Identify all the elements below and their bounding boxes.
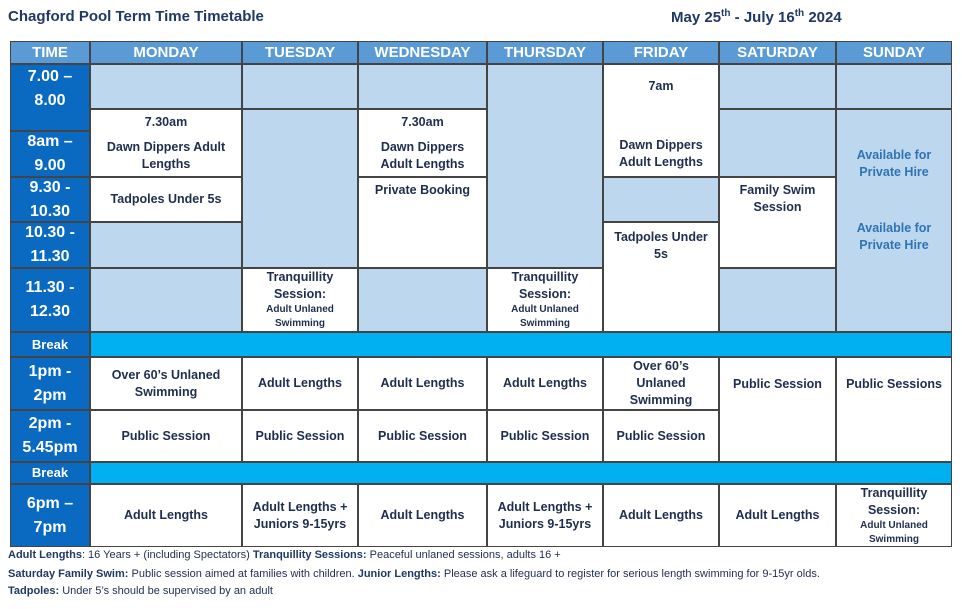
session-cell: Public Session — [242, 410, 358, 462]
time-label: 7pm — [33, 518, 67, 536]
session-detail: Adult Unlaned Swimming — [266, 304, 334, 329]
session-cell — [358, 109, 487, 177]
session-cell: Private Booking — [358, 177, 487, 268]
page-title: Chagford Pool Term Time Timetable — [8, 8, 264, 25]
header-wednesday: WEDNESDAY — [358, 41, 487, 64]
time-label: 8am – — [27, 133, 73, 150]
time-label: 2pm - — [28, 415, 72, 432]
empty-slot — [242, 109, 358, 268]
time-label: 9.00 — [34, 157, 66, 174]
header-time: TIME — [10, 41, 90, 64]
session-name: Available for Private Hire — [856, 221, 932, 252]
session-cell — [242, 268, 358, 332]
time-slot — [10, 268, 90, 332]
empty-slot — [836, 64, 952, 109]
time-label: 9.30 - — [29, 178, 71, 196]
session-name: Tranquillity Session: — [860, 485, 928, 517]
private-hire-cell — [836, 109, 952, 332]
session-cell — [487, 268, 603, 332]
note-text: Peaceful unlaned sessions, adults 16 + — [366, 549, 561, 561]
time-label: 6pm – — [26, 494, 74, 512]
empty-slot — [90, 64, 242, 109]
note-line — [8, 568, 820, 580]
empty-slot — [242, 64, 358, 109]
time-label: 2pm — [33, 386, 67, 404]
note-term: Tranquillity Sessions: — [252, 549, 367, 561]
time-label: 12.30 — [29, 303, 71, 320]
session-name: Dawn Dippers Adult Lengths — [106, 140, 226, 171]
session-cell: Public Session — [719, 357, 836, 462]
empty-slot — [90, 222, 242, 268]
header-saturday: SATURDAY — [719, 41, 836, 64]
session-time: 7.30am — [401, 115, 444, 129]
time-slot — [10, 357, 90, 410]
session-cell: Adult Lengths — [358, 484, 487, 547]
time-label: 7.00 – — [27, 68, 73, 85]
date-end: - July 16 — [730, 9, 795, 26]
session-name: Tadpoles Under 5s — [614, 230, 708, 261]
empty-slot — [358, 268, 487, 332]
session-name: Tranquillity Session: — [511, 270, 579, 301]
time-slot — [10, 131, 90, 177]
note-text: Public session aimed at families with children. — [128, 568, 358, 580]
time-label: 10.30 - — [25, 224, 75, 241]
empty-slot — [719, 268, 836, 332]
session-cell: Adult Lengths — [603, 484, 719, 547]
note-term: Junior Lengths: — [357, 568, 441, 580]
session-cell: Over 60’s Unlaned Swimming — [603, 357, 719, 410]
session-cell: Adult Lengths — [719, 484, 836, 547]
break-bar — [90, 462, 952, 484]
session-cell: Adult Lengths + Juniors 9-15yrs — [242, 484, 358, 547]
session-cell: Public Session — [487, 410, 603, 462]
empty-slot — [719, 64, 836, 109]
year: 2024 — [804, 9, 842, 26]
sup: th — [794, 8, 805, 19]
header-tuesday: TUESDAY — [242, 41, 358, 64]
time-label: 10.30 — [29, 202, 71, 220]
session-cell — [603, 64, 719, 177]
session-cell: Adult Lengths + Juniors 9-15yrs — [487, 484, 603, 547]
note-line — [8, 549, 561, 561]
time-label: 11.30 — [30, 248, 70, 265]
note-term: Tadpoles: — [8, 585, 60, 597]
empty-slot — [603, 177, 719, 222]
note-term: Saturday Family Swim: — [8, 568, 129, 580]
date-start: May 25 — [671, 9, 722, 26]
session-name: Family Swim Session — [739, 183, 816, 214]
time-slot — [10, 410, 90, 462]
session-cell: Public Sessions — [836, 357, 952, 462]
note-text: : 16 Years + (including Spectators) — [81, 549, 253, 561]
session-cell: Public Session — [603, 410, 719, 462]
empty-slot — [719, 109, 836, 177]
session-cell — [90, 109, 242, 177]
session-cell: Public Session — [90, 410, 242, 462]
time-label: 5.45pm — [22, 439, 78, 456]
session-name: Tranquillity Session: — [266, 270, 334, 301]
session-cell: Adult Lengths — [90, 484, 242, 547]
date-range — [671, 8, 842, 26]
note-line — [8, 585, 273, 597]
break-bar — [90, 332, 952, 357]
session-cell: Adult Lengths — [242, 357, 358, 410]
session-cell: Adult Lengths — [358, 357, 487, 410]
note-text: Under 5’s should be supervised by an adult — [59, 585, 273, 597]
session-name: Dawn Dippers Adult Lengths — [618, 138, 703, 169]
time-label: 1pm - — [28, 362, 72, 380]
session-cell: Tadpoles Under 5s — [90, 177, 242, 222]
note-term: Adult Lengths — [8, 549, 82, 561]
session-cell: Public Session — [358, 410, 487, 462]
time-slot — [10, 177, 90, 222]
time-slot — [10, 64, 90, 131]
time-label: 11.30 - — [25, 279, 75, 296]
header-friday: FRIDAY — [603, 41, 719, 64]
session-cell: Adult Lengths — [487, 357, 603, 410]
empty-slot — [487, 64, 603, 268]
session-time: 7am — [648, 79, 674, 93]
sup: th — [721, 8, 731, 19]
break-label: Break — [10, 462, 90, 484]
time-slot — [10, 484, 90, 547]
empty-slot — [90, 268, 242, 332]
header-monday: MONDAY — [90, 41, 242, 64]
session-name: Available for Private Hire — [856, 148, 932, 179]
session-cell: Over 60’s Unlaned Swimming — [90, 357, 242, 410]
time-label: 8.00 — [34, 92, 66, 109]
session-name: Dawn Dippers Adult Lengths — [380, 140, 465, 171]
header-thursday: THURSDAY — [487, 41, 603, 64]
session-cell — [836, 484, 952, 547]
time-slot — [10, 222, 90, 268]
session-cell — [603, 222, 719, 332]
session-detail: Adult Unlaned Swimming — [860, 519, 928, 545]
break-label: Break — [10, 332, 90, 357]
session-time: 7.30am — [144, 115, 188, 129]
session-detail: Adult Unlaned Swimming — [511, 304, 579, 329]
note-text: Please ask a lifeguard to register for serious length swimming for 9-15yr olds. — [440, 568, 820, 580]
session-cell — [719, 177, 836, 268]
empty-slot — [358, 64, 487, 109]
header-sunday: SUNDAY — [836, 41, 952, 64]
